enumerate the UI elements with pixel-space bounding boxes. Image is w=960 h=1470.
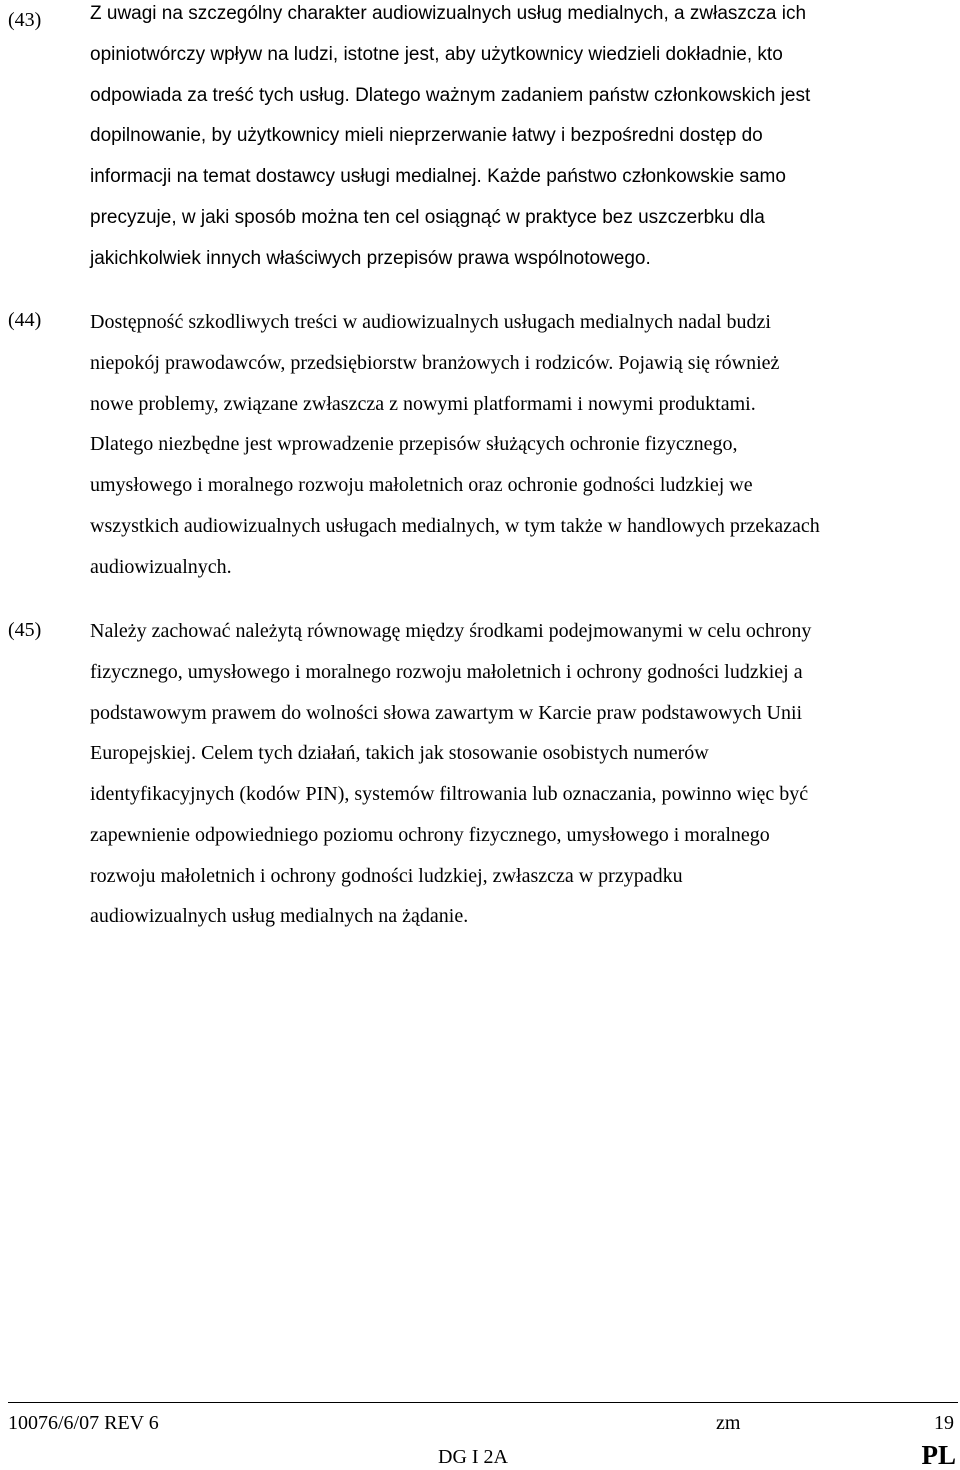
text-line: odpowiada za treść tych usług. Dlatego ważnym zadaniem państw członkowskich jest	[90, 85, 811, 106]
text-line: Dostępność szkodliwych treści w audiowizualnych usługach medialnych nadal budzi	[90, 311, 771, 333]
footer-rule	[8, 1402, 958, 1403]
text-line: identyfikacyjnych (kodów PIN), systemów filtrowania lub oznaczania, powinno więc być	[90, 783, 809, 805]
text-line: wszystkich audiowizualnych usługach medialnych, w tym także w handlowych przekazach	[90, 515, 820, 537]
text-line: Należy zachować należytą równowagę między środkami podejmowanymi w celu ochrony	[90, 620, 812, 642]
text-line: rozwoju małoletnich i ochrony godności ludzkiej, zwłaszcza w przypadku	[90, 865, 683, 887]
footer-language: PL	[921, 1440, 956, 1470]
text-line: podstawowym prawem do wolności słowa zawartym w Karcie praw podstawowych Unii	[90, 702, 803, 724]
text-line: precyzuje, w jaki sposób można ten cel osiągnąć w praktyce bez uszczerbku dla	[90, 207, 765, 228]
text-line: fizycznego, umysłowego i moralnego rozwoju małoletnich i ochrony godności ludzkiej a	[90, 661, 803, 683]
footer-doc-ref: 10076/6/07 REV 6	[8, 1412, 159, 1434]
text-line: niepokój prawodawców, przedsiębiorstw branżowych i rodziców. Pojawią się również	[90, 352, 780, 374]
text-line: Europejskiej. Celem tych działań, takich jak stosowanie osobistych numerów	[90, 742, 709, 764]
footer-dg: DG I 2A	[438, 1446, 508, 1468]
text-line: jakichkolwiek innych właściwych przepisów prawa wspólnotowego.	[90, 248, 651, 269]
paragraph-number: (45)	[8, 619, 42, 641]
paragraph-number: (43)	[8, 9, 42, 31]
text-line: audiowizualnych usług medialnych na żądanie.	[90, 905, 469, 927]
footer-initials: zm	[716, 1412, 741, 1434]
text-line: nowe problemy, związane zwłaszcza z nowymi platformami i nowymi produktami.	[90, 393, 756, 415]
text-line: Z uwagi na szczególny charakter audiowizualnych usług medialnych, a zwłaszcza ich	[90, 3, 807, 24]
text-line: audiowizualnych.	[90, 556, 232, 578]
paragraph-number: (44)	[8, 309, 42, 331]
text-line: zapewnienie odpowiedniego poziomu ochrony fizycznego, umysłowego i moralnego	[90, 824, 770, 846]
text-line: Dlatego niezbędne jest wprowadzenie przepisów służących ochronie fizycznego,	[90, 433, 738, 455]
text-line: dopilnowanie, by użytkownicy mieli nieprzerwanie łatwy i bezpośredni dostęp do	[90, 125, 763, 146]
text-line: opiniotwórczy wpływ na ludzi, istotne jest, aby użytkownicy wiedzieli dokładnie, kto	[90, 44, 783, 65]
footer-page-number: 19	[934, 1412, 954, 1434]
text-line: umysłowego i moralnego rozwoju małoletnich oraz ochronie godności ludzkiej we	[90, 474, 753, 496]
text-line: informacji na temat dostawcy usługi medialnej. Każde państwo członkowskie samo	[90, 166, 786, 187]
